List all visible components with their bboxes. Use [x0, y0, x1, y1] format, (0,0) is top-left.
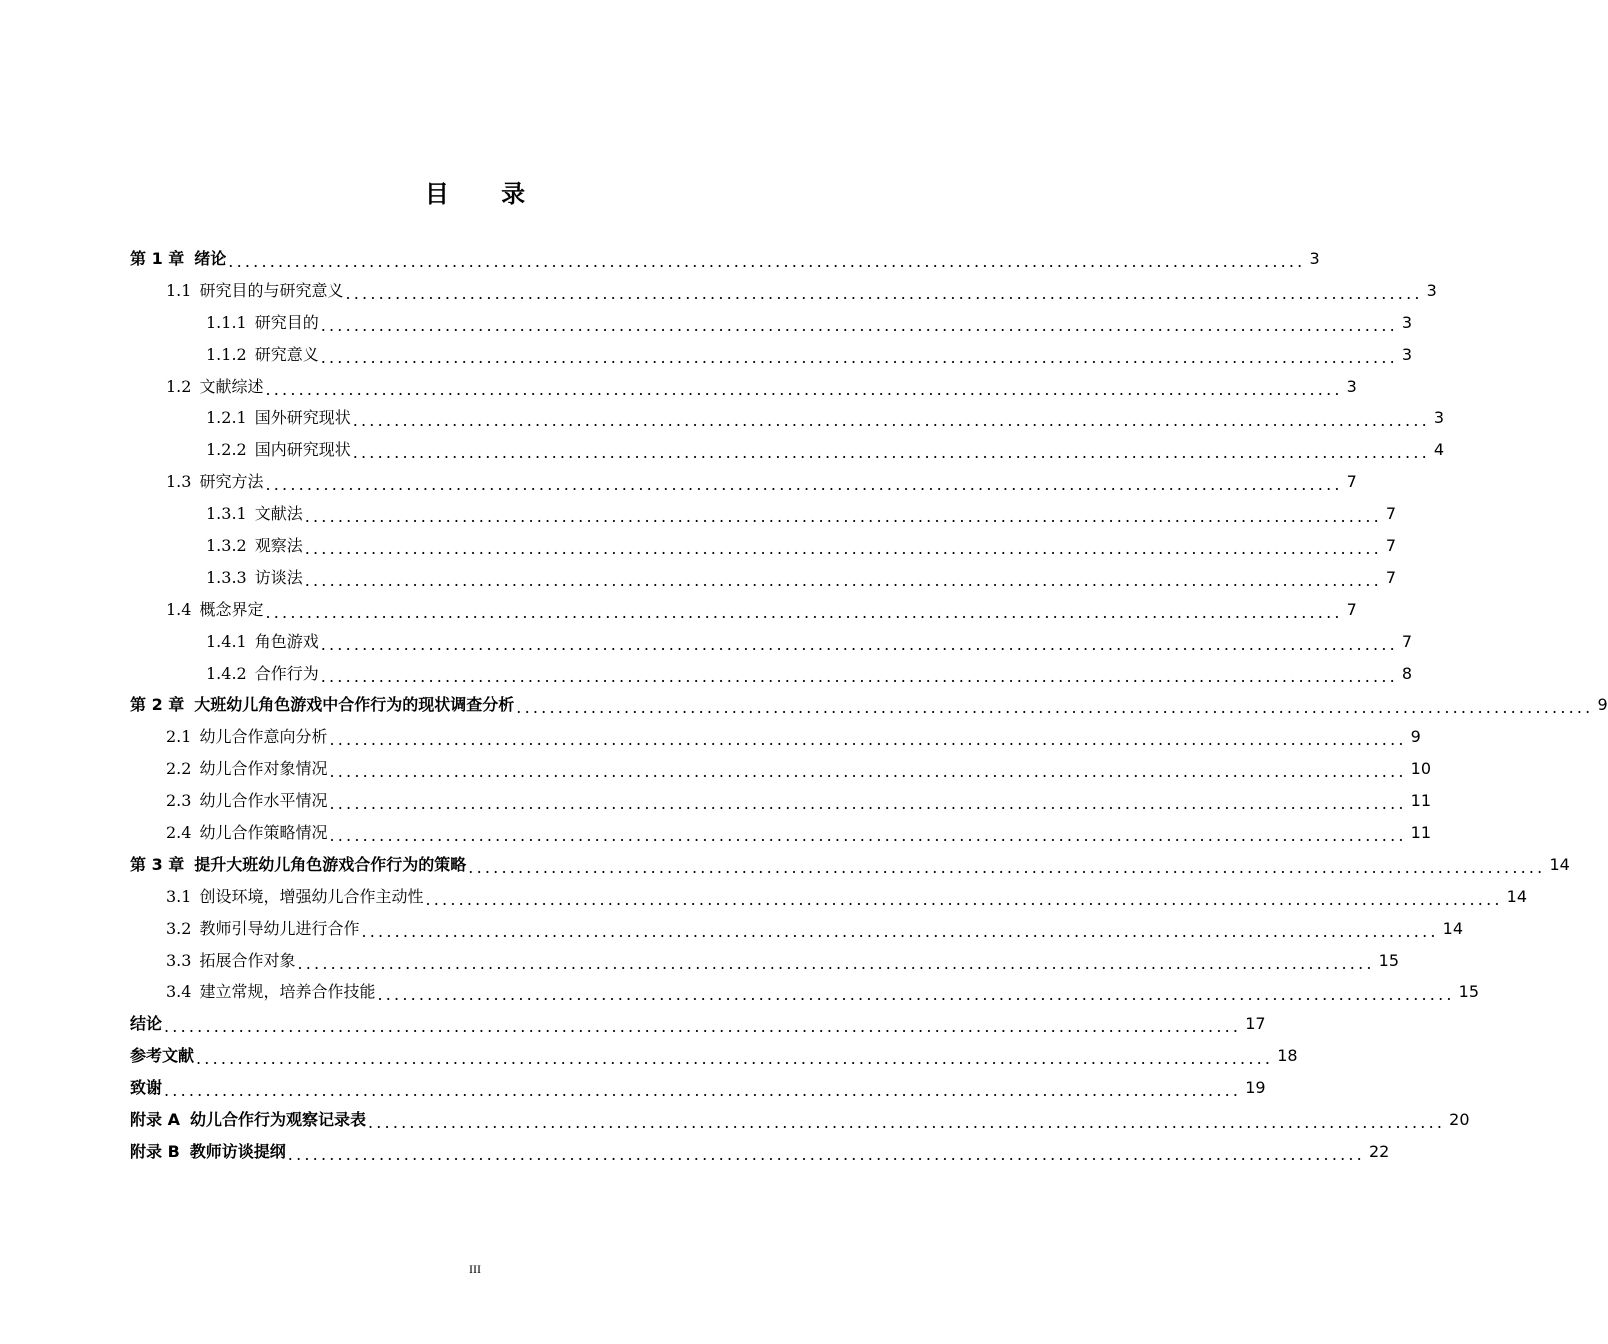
toc-entry-text: 国外研究现状: [254, 408, 351, 428]
toc-entry[interactable]: [0, 849, 1570, 881]
toc-entry[interactable]: [0, 1136, 1390, 1168]
toc-dot-leader: ..................................................................................................................................: [367, 1112, 1446, 1132]
toc-entry-text: 文献法: [254, 504, 303, 524]
toc-entry-text: 幼儿合作对象情况: [199, 759, 328, 779]
toc-dot-leader: ..................................................................................................................................: [320, 666, 1398, 686]
toc-entry-page: 18: [1277, 1046, 1298, 1066]
toc-dot-leader: ..................................................................................................................................: [164, 1017, 1242, 1037]
toc-entry-text: 幼儿合作行为观察记录表: [189, 1109, 366, 1129]
toc-entry-label: [206, 313, 319, 333]
toc-entry[interactable]: [0, 1008, 1266, 1040]
toc-entry[interactable]: [0, 434, 1445, 466]
toc-entry[interactable]: [0, 371, 1357, 403]
toc-dot-leader: ..................................................................................................................................: [304, 507, 1382, 527]
toc-entry-text: 拓展合作对象: [199, 950, 296, 970]
toc-entry-number: 3.2: [166, 918, 192, 938]
toc-entry-label: [206, 408, 351, 428]
toc-entry-page: 11: [1410, 791, 1431, 811]
toc-entry-page: 19: [1245, 1078, 1266, 1098]
toc-entry[interactable]: [0, 945, 1399, 977]
toc-entry-label: [130, 695, 514, 715]
toc-dot-leader: ..................................................................................................................................: [304, 538, 1382, 558]
toc-dot-leader: ..................................................................................................................................: [287, 1144, 1365, 1164]
toc-entry-number: 2.1: [166, 727, 192, 747]
toc-entry[interactable]: [0, 1104, 1470, 1136]
toc-entry[interactable]: [0, 594, 1357, 626]
toc-entry-text: 访谈法: [254, 567, 303, 587]
toc-entry-page: 10: [1410, 759, 1431, 779]
toc-entry-page: 8: [1401, 663, 1413, 683]
toc-entry-label: [206, 664, 319, 684]
toc-entry-number: 1.1.2: [206, 344, 247, 364]
toc-dot-leader: ..................................................................................................................................: [196, 1049, 1274, 1069]
toc-entry-text: 研究意义: [254, 344, 319, 364]
toc-entry-page: 7: [1385, 504, 1397, 524]
toc-entry-page: 14: [1549, 854, 1570, 874]
toc-entry[interactable]: [0, 339, 1413, 371]
toc-entry[interactable]: [0, 498, 1397, 530]
toc-entry[interactable]: [0, 466, 1357, 498]
toc-entry-text: 教师访谈提纲: [189, 1141, 286, 1161]
toc-dot-leader: ..................................................................................................................................: [361, 921, 1439, 941]
toc-entry-number: 2.2: [166, 759, 192, 779]
toc-entry[interactable]: [0, 402, 1445, 434]
toc-entry-label: [206, 440, 351, 460]
toc-entry-number: 1.4: [166, 599, 192, 619]
toc-entry-number: 3.4: [166, 982, 192, 1002]
toc-entry-page: 3: [1401, 344, 1413, 364]
toc-entry[interactable]: [0, 721, 1421, 753]
toc-entry-label: [166, 791, 327, 811]
toc-entry-page: 22: [1368, 1141, 1390, 1161]
toc-entry-page: 4: [1433, 440, 1445, 460]
toc-entry-page: 15: [1458, 982, 1479, 1002]
toc-entry-label: [166, 600, 263, 620]
toc-dot-leader: ..................................................................................................................................: [352, 443, 1430, 463]
toc-entry-text: 教师引导幼儿进行合作: [199, 918, 360, 938]
toc-entry-label: [206, 536, 303, 556]
toc-entry-label: [166, 377, 263, 397]
toc-entry[interactable]: [0, 785, 1431, 817]
toc-entry-number: 1.2: [166, 376, 192, 396]
toc-entry-page: 14: [1442, 918, 1463, 938]
toc-dot-leader: ..................................................................................................................................: [329, 762, 1407, 782]
toc-entry-label: [206, 345, 319, 365]
toc-entry-page: 3: [1346, 376, 1357, 396]
toc-entry-page: 9: [1410, 727, 1421, 747]
toc-entry-label: [130, 1014, 162, 1034]
toc-dot-leader: ..................................................................................................................................: [304, 570, 1382, 590]
toc-dot-leader: ..................................................................................................................................: [265, 602, 1343, 622]
toc-entry-page: 15: [1378, 950, 1399, 970]
toc-dot-leader: ..................................................................................................................................: [297, 953, 1375, 973]
toc-entry-text: 研究目的与研究意义: [199, 280, 344, 300]
toc-entry-number: 第 2 章: [130, 695, 185, 715]
toc-entry-page: 20: [1449, 1109, 1470, 1129]
toc-entry-label: [206, 568, 303, 588]
toc-entry-text: 国内研究现状: [254, 440, 351, 460]
toc-entry[interactable]: [0, 1072, 1266, 1104]
toc-entry-number: 1.1: [166, 280, 192, 300]
toc-entry-label: [130, 1078, 162, 1098]
toc-entry[interactable]: [0, 689, 1608, 721]
toc-entry-text: 创设环境，增强幼儿合作主动性: [199, 886, 424, 906]
toc-entry-text: 文献综述: [199, 376, 264, 396]
toc-dot-leader: ..................................................................................................................................: [228, 251, 1306, 271]
toc-entry-text: 大班幼儿角色游戏中合作行为的现状调查分析: [194, 695, 515, 715]
toc-entry[interactable]: [0, 1040, 1298, 1072]
toc-entry-label: [166, 823, 327, 843]
toc-entry-number: 1.3.3: [206, 567, 247, 587]
toc-entry-label: [206, 632, 319, 652]
toc-entry-page: 17: [1245, 1014, 1266, 1034]
toc-dot-leader: ..................................................................................................................................: [320, 315, 1398, 335]
toc-dot-leader: ..................................................................................................................................: [329, 825, 1407, 845]
toc-entry-number: 1.3: [166, 472, 192, 492]
toc-entry-text: 提升大班幼儿角色游戏合作行为的策略: [194, 854, 467, 874]
toc-entry-label: [130, 249, 226, 269]
toc-entry-text: 致谢: [130, 1078, 163, 1098]
page-number-footer: III: [469, 1262, 481, 1276]
toc-entry-number: 1.2.2: [206, 440, 247, 460]
toc-entry[interactable]: [0, 626, 1413, 658]
toc-dot-leader: ..................................................................................................................................: [320, 634, 1398, 654]
toc-entry-number: 1.1.1: [206, 312, 247, 332]
toc-entry[interactable]: [0, 307, 1413, 339]
toc-entry-text: 幼儿合作策略情况: [199, 822, 328, 842]
toc-entry-text: 观察法: [254, 535, 303, 555]
toc-entry-page: 7: [1385, 535, 1397, 555]
toc-entry-label: [166, 951, 295, 971]
toc-entry-number: 附录 A: [130, 1109, 180, 1129]
toc-entry[interactable]: [0, 913, 1463, 945]
toc-list: [0, 243, 1608, 1168]
toc-entry-page: 3: [1433, 408, 1445, 428]
toc-dot-leader: ..................................................................................................................................: [320, 347, 1398, 367]
toc-entry-label: [166, 919, 359, 939]
toc-entry-number: 第 1 章: [130, 248, 185, 268]
toc-entry-number: 1.4.1: [206, 631, 247, 651]
toc-entry-page: 3: [1401, 312, 1413, 332]
toc-entry-text: 参考文献: [130, 1046, 195, 1066]
toc-entry-page: 7: [1346, 599, 1357, 619]
toc-entry-text: 幼儿合作意向分析: [199, 727, 328, 747]
toc-entry-page: 14: [1506, 886, 1527, 906]
toc-entry-number: 第 3 章: [130, 854, 185, 874]
toc-entry[interactable]: [0, 243, 1320, 275]
toc-entry[interactable]: [0, 976, 1479, 1008]
toc-dot-leader: ..................................................................................................................................: [425, 889, 1503, 909]
toc-entry-page: 7: [1346, 472, 1357, 492]
toc-entry-text: 研究方法: [199, 472, 264, 492]
toc-dot-leader: ..................................................................................................................................: [329, 794, 1407, 814]
toc-entry-label: [166, 472, 263, 492]
toc-entry-label: [130, 1046, 194, 1066]
toc-dot-leader: ..................................................................................................................................: [345, 283, 1423, 303]
toc-entry-number: 2.4: [166, 822, 192, 842]
toc-entry-page: 7: [1385, 567, 1397, 587]
toc-entry-text: 建立常规，培养合作技能: [199, 982, 376, 1002]
toc-entry-label: [130, 1110, 366, 1130]
toc-dot-leader: ..................................................................................................................................: [377, 985, 1455, 1005]
toc-entry-page: 7: [1401, 631, 1413, 651]
toc-entry[interactable]: [0, 658, 1413, 690]
toc-entry-number: 2.3: [166, 791, 192, 811]
toc-dot-leader: ..................................................................................................................................: [265, 475, 1343, 495]
toc-entry-label: [166, 281, 343, 301]
toc-entry-page: 9: [1597, 695, 1608, 715]
toc-dot-leader: ..................................................................................................................................: [265, 379, 1343, 399]
toc-entry-number: 3.1: [166, 886, 192, 906]
toc-dot-leader: ..................................................................................................................................: [164, 1081, 1242, 1101]
toc-entry-page: 11: [1410, 822, 1431, 842]
toc-entry-text: 结论: [130, 1014, 163, 1034]
toc-dot-leader: ..................................................................................................................................: [468, 857, 1546, 877]
toc-entry-text: 幼儿合作水平情况: [199, 791, 328, 811]
toc-entry-number: 1.2.1: [206, 408, 247, 428]
toc-dot-leader: ..................................................................................................................................: [352, 411, 1430, 431]
toc-entry-number: 附录 B: [130, 1141, 180, 1161]
toc-entry-label: [166, 727, 327, 747]
toc-entry[interactable]: [0, 817, 1431, 849]
toc-entry-label: [166, 759, 327, 779]
toc-entry[interactable]: [0, 562, 1397, 594]
toc-entry-text: 合作行为: [254, 663, 319, 683]
toc-entry-number: 1.4.2: [206, 663, 247, 683]
toc-entry-label: [130, 855, 466, 875]
toc-entry-label: [166, 982, 375, 1002]
toc-entry[interactable]: [0, 753, 1431, 785]
toc-entry-text: 概念界定: [199, 599, 264, 619]
toc-entry-label: [206, 504, 303, 524]
toc-dot-leader: ..................................................................................................................................: [329, 730, 1407, 750]
toc-entry-number: 3.3: [166, 950, 192, 970]
toc-entry-text: 研究目的: [254, 312, 319, 332]
toc-entry[interactable]: [0, 530, 1397, 562]
toc-entry-label: [130, 1142, 286, 1162]
toc-dot-leader: ..................................................................................................................................: [516, 698, 1594, 718]
toc-entry[interactable]: [0, 275, 1437, 307]
toc-title: 目 录: [424, 180, 548, 208]
toc-entry-label: [166, 887, 423, 907]
toc-entry-text: 绪论: [194, 248, 227, 268]
toc-entry-number: 1.3.1: [206, 504, 247, 524]
toc-entry-number: 1.3.2: [206, 535, 247, 555]
toc-entry[interactable]: [0, 881, 1527, 913]
toc-entry-page: 3: [1309, 248, 1320, 268]
toc-entry-page: 3: [1426, 280, 1437, 300]
toc-entry-text: 角色游戏: [254, 631, 319, 651]
